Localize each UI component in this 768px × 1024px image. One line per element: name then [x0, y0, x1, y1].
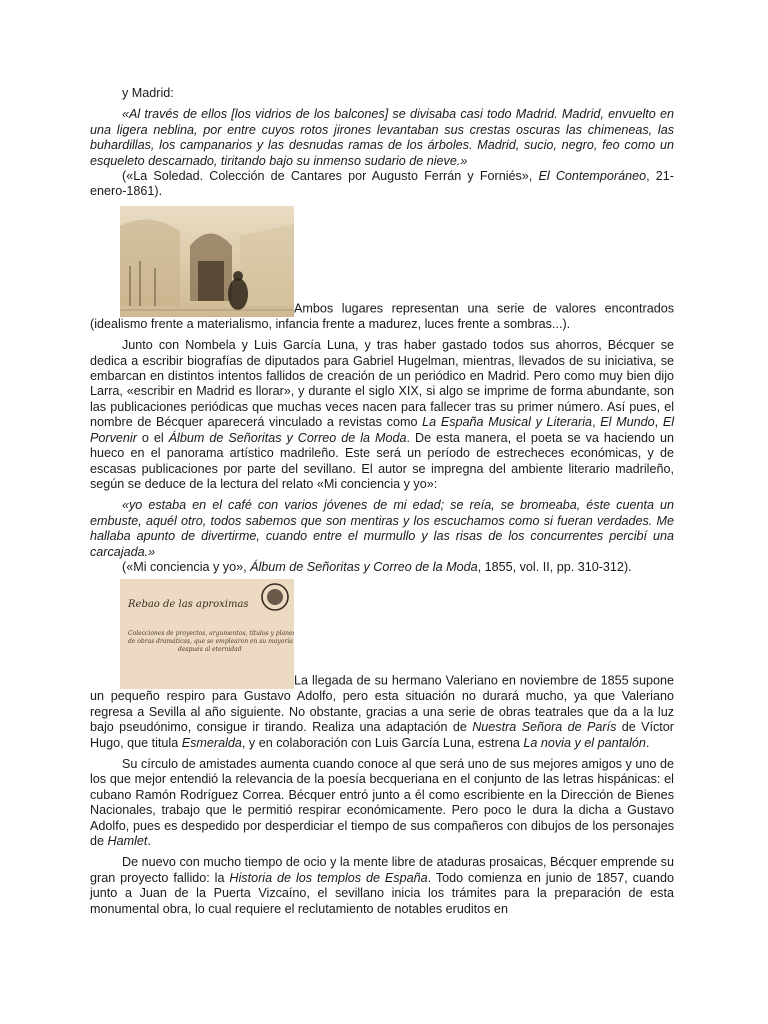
paragraph-text: Ambos lugares representan una serie de valores encontrados (idealismo frente a materialismo, infancia frente a madurez, luces frente a sombras...). — [90, 301, 674, 331]
paragraph-circulo — [90, 757, 674, 849]
paragraph-text: La llegada de su hermano Valeriano en noviembre de 1855 supone un pequeño respiro para Gustavo Adolfo, pero esta situación no durará mucho, ya que Valeriano regresa a Sevilla al año siguiente. No obstante, gracias a una serie de obras teatrales que da a la luz bajo pseudónimo, consigue ir tirando. Realiza una adaptación de — [90, 673, 674, 735]
citation-conciencia — [90, 560, 674, 575]
paragraph-text: . De esta manera, el poeta se va haciendo un hueco en el panorama artístico madrileño. Este será un período de estrecheces económicas, y de escasas publicaciones por parte del sevillano. El autor se impregna del ambiente literario madrileño, según se deduce de la lectura del relato «Mi conciencia y yo»: — [90, 430, 674, 491]
citation-text: («La Soledad. Colección de Cantares por Augusto Ferrán y Forniés», — [122, 169, 539, 184]
citation-title: El Contemporáneo — [538, 169, 647, 184]
paragraph-text: , — [654, 415, 663, 430]
paragraph-text: , y en colaboración con Luis García Luna, estrena — [241, 735, 524, 750]
magazine-title: El Porvenir — [90, 415, 675, 445]
paragraph-text: Su círculo de amistades aumenta cuando conoce al que será uno de sus mejores amigos y uno de los que mejor entendió la relevancia de la poesía becqueriana en el conjunto de las letras hispánicas: el cubano Ramón Rodríguez Correa. Bécquer entró junto a él como escribiente en la Dirección de Bienes Nacionales, trabajo que le permitió respirar económicamente. Pero poco le dura la dicha a Gustavo Adolfo, pues es despedido por desperdiciar el tiempo de sus compañeros con dibujos de los personajes de — [90, 756, 674, 848]
paragraph-ambos — [90, 206, 674, 332]
magazine-title: La España Musical y Literaria — [422, 415, 593, 430]
paragraph-text: , — [592, 415, 601, 430]
manuscript-line: después al eternidad — [178, 646, 242, 654]
citation-contemporaneo — [90, 169, 674, 200]
manuscript-line: de obras dramáticas, que se emplearon en su mayoría — [128, 638, 293, 646]
quote-madrid: «Al través de ellos [los vidrios de los balcones] se divisaba casi todo Madrid. Madrid, envuelto en una ligera neblina, por entre cuyos rotos jirones levantaban sus crestas oscuras las chimeneas, las buhardillas, los campanarios y las desnudas ramas de los árboles. Madrid, sucio, negro, feo como un esqueleto descarnado, tiritando bajo su inmenso sudario de nieve.» — [90, 107, 674, 168]
manuscript-line: Colecciones de proyectos, argumentos, títulos y planes — [128, 630, 294, 638]
work-title: Esmeralda — [181, 735, 242, 750]
paragraph-text: De nuevo con mucho tiempo de ocio y la mente libre de ataduras prosaicas, Bécquer emprende su gran proyecto fallido: la — [90, 855, 674, 885]
citation-text: , 21-enero-1861). — [90, 169, 674, 199]
paragraph-llegada — [90, 579, 674, 751]
citation-title: Álbum de Señoritas y Correo de la Moda — [250, 559, 478, 574]
paragraph-nuevo — [90, 855, 674, 917]
manuscript-image — [120, 579, 294, 689]
manuscript-heading: Rebao de las aproximas — [128, 599, 249, 611]
paragraph-text: Junto con Nombela y Luis García Luna, y tras haber gastado todos sus ahorros, Bécquer se dedica a escribir biografías de diputados para Gabriel Hugelman, mientras, llevados de su iniciativa, se embarcan en distintos intentos fallidos de creación de un periódico en Madrid. Pero como muy bien dijo Larra, «escribir en Madrid es llorar», y durante el siglo XIX, si algo se imprime de forma abundante, son las publicaciones periódicas que muchas veces nacen para fallecer tras su primer número. Así pues, el nombre de Bécquer aparecerá vinculado a revistas como — [90, 338, 674, 430]
intro-line: y Madrid: — [122, 86, 174, 100]
work-title: Hamlet — [107, 834, 148, 848]
quote-conciencia: «yo estaba en el café con varios jóvenes de mi edad; se reía, se bromeaba, éste cuenta un embuste, aquél otro, todos sabemos que son mentiras y los escuchamos como si fueran verdades. Me hallaba apunto de divertirme, cuando entre el murmullo y las risas de los concurrentes percibí una carcajada.» — [90, 498, 674, 559]
paragraph-text: . Todo comienza en junio de 1857, cuando junto a Juan de la Puerta Vizcaíno, el sevillano inicia los trámites para la preparación de esta monumental obra, lo cual requiere el reclutamiento de notables eruditos en — [90, 870, 674, 916]
sketch-illustration-image — [120, 206, 294, 317]
paragraph-junto — [90, 338, 674, 492]
paragraph-text: o el — [136, 430, 169, 445]
magazine-title: Álbum de Señoritas y Correo de la Moda — [168, 430, 407, 445]
document-page — [90, 86, 674, 917]
work-title: Historia de los templos de España — [229, 870, 428, 885]
work-title: Nuestra Señora de París — [472, 720, 617, 735]
work-title: La novia y el pantalón — [523, 735, 646, 750]
paragraph-text: de Víctor Hugo, que titula — [90, 720, 675, 750]
citation-text: («Mi conciencia y yo», — [122, 559, 251, 574]
paragraph-text: . — [645, 735, 650, 750]
magazine-title: El Mundo — [600, 415, 655, 430]
citation-text: , 1855, vol. II, pp. 310-312). — [477, 559, 632, 574]
paragraph-text: . — [147, 834, 151, 848]
